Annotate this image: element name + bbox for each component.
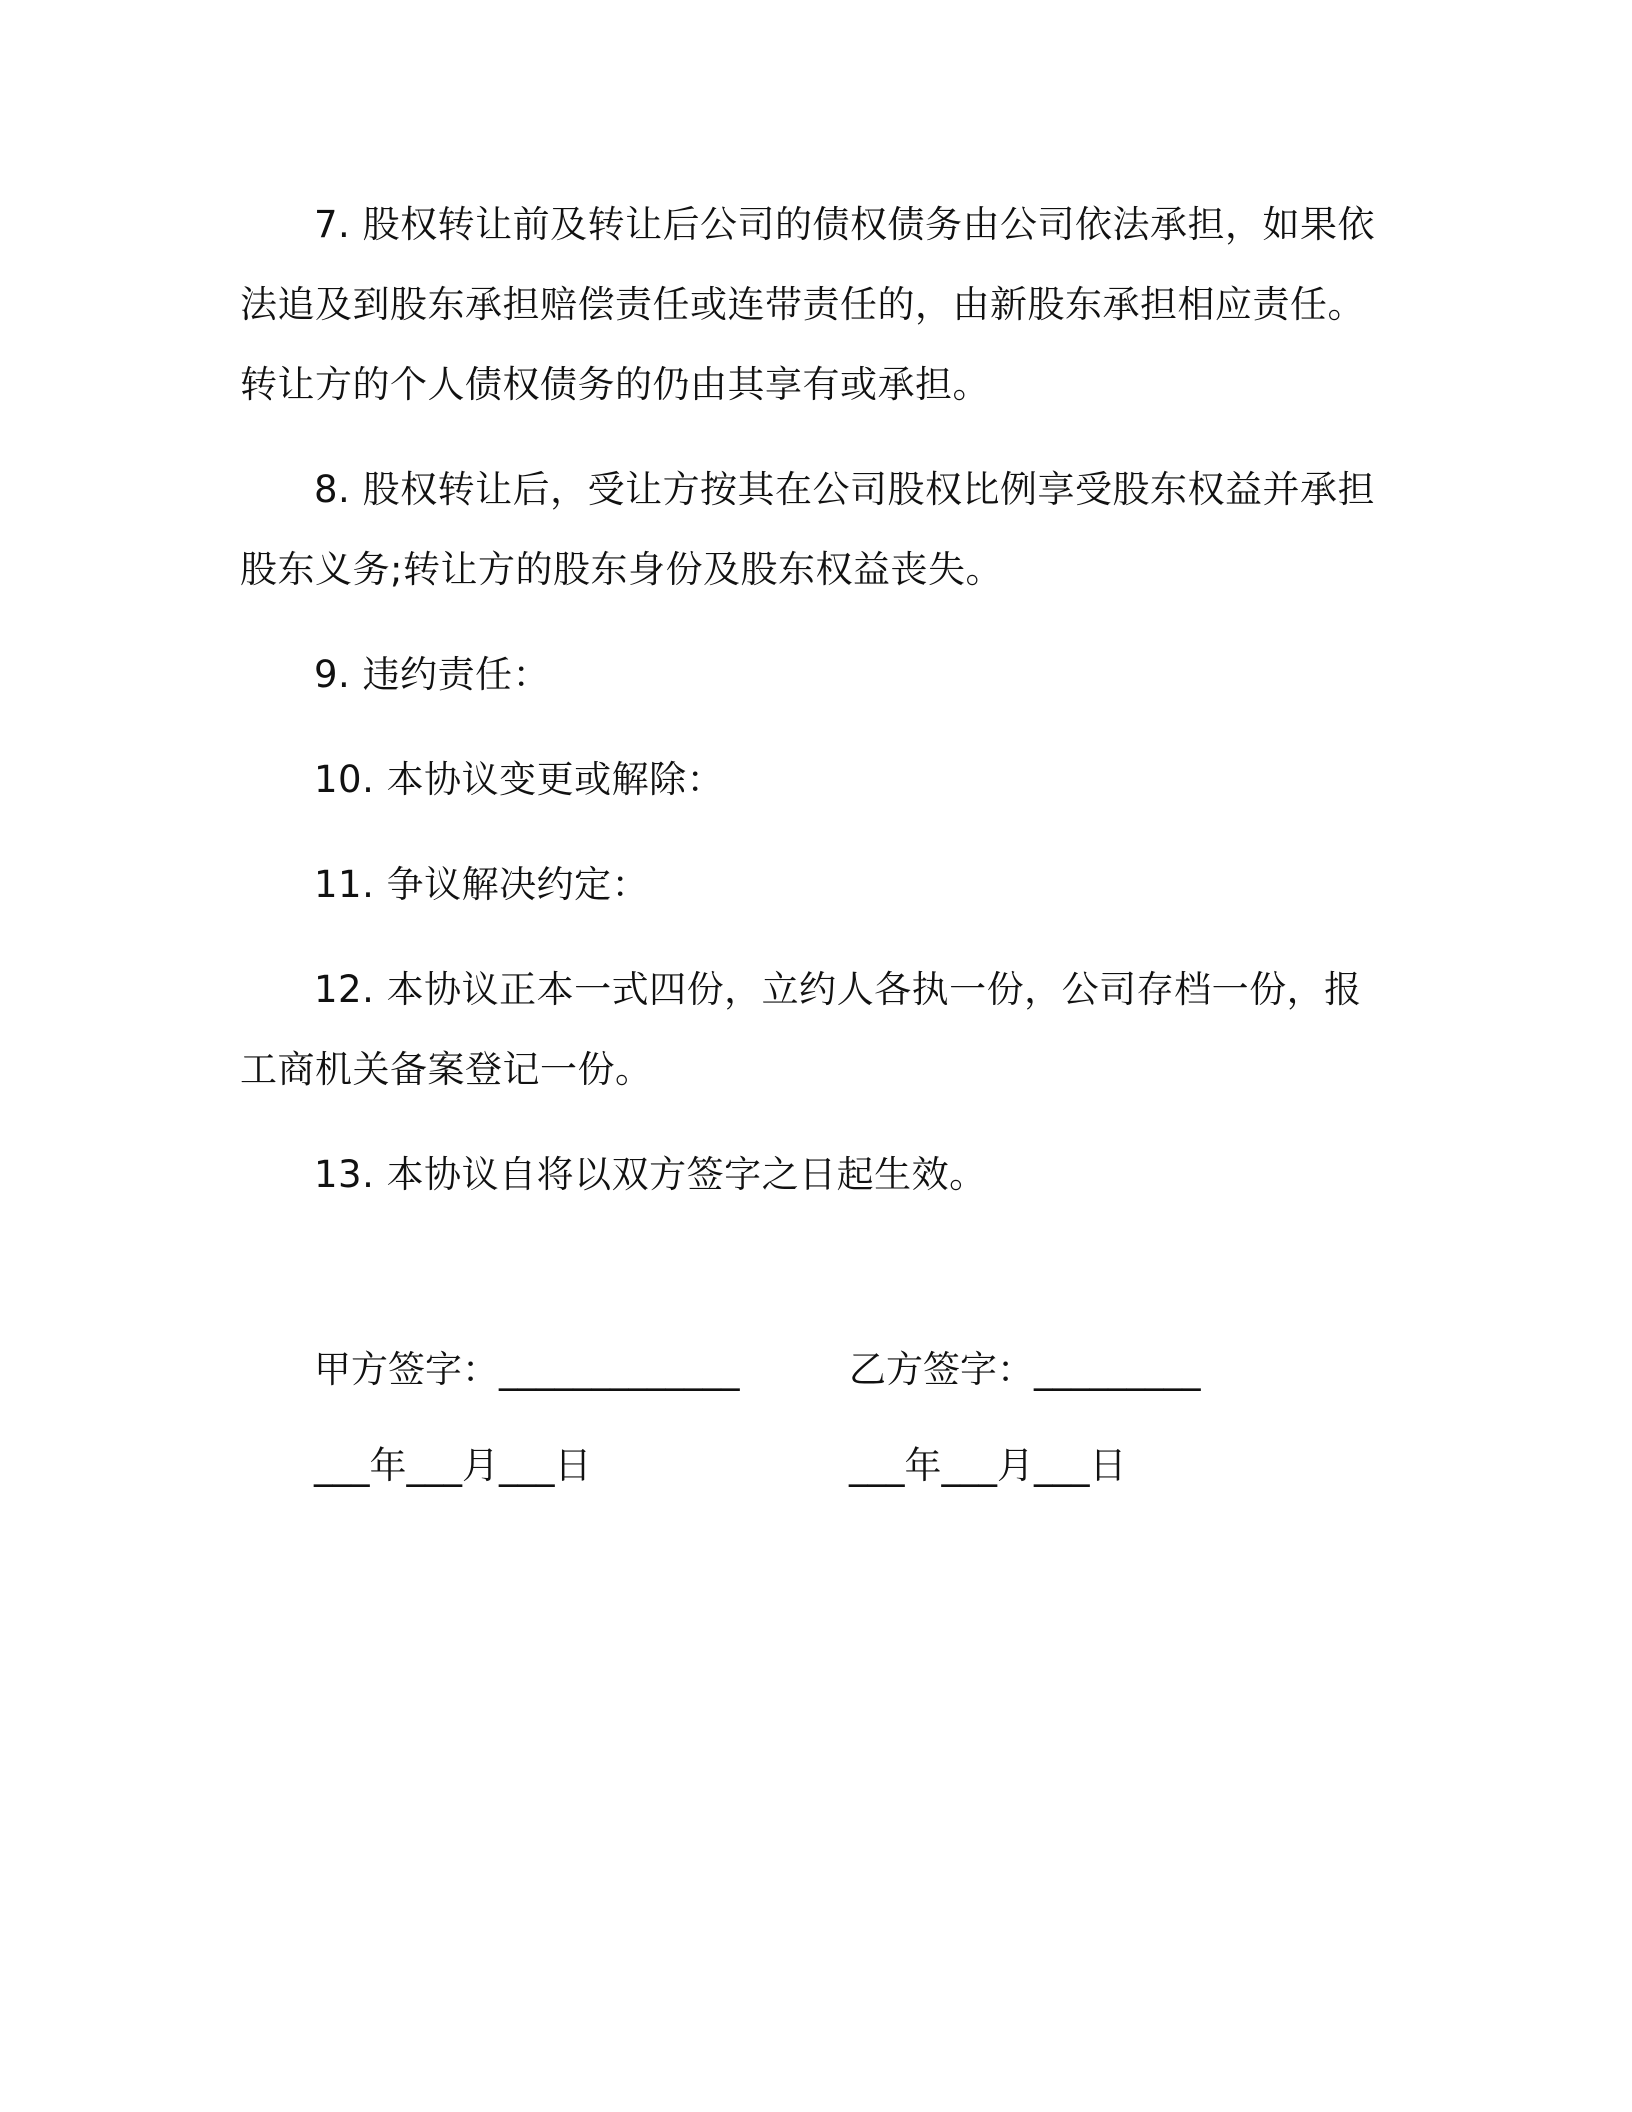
party-b-date: ___年___月___日 [849, 1444, 1127, 1487]
signature-block [314, 1318, 1314, 1510]
signature-row [314, 1318, 1314, 1414]
party-b-signature: 乙方签字：_________ [849, 1348, 1201, 1391]
clause-12: 12. 本协议正本一式四份，立约人各执一份，公司存档一份，报工商机关备案登记一份。 [240, 968, 1362, 1091]
clause-11: 11. 争议解决约定： [314, 863, 650, 906]
clause-9: 9. 违约责任： [314, 653, 551, 696]
date-row [314, 1414, 1314, 1510]
clauses [240, 185, 1380, 1240]
clause-8: 8. 股权转让后，受让方按其在公司股权比例享受股东权益并承担股东义务;转让方的股东身份及股东权益丧失。 [240, 468, 1376, 591]
clause-10: 10. 本协议变更或解除： [314, 758, 725, 801]
party-a-signature: 甲方签字：_____________ [314, 1348, 740, 1391]
party-a-date: ___年___月___日 [314, 1444, 592, 1487]
clause-7: 7. 股权转让前及转让后公司的债权债务由公司依法承担，如果依法追及到股东承担赔偿责任或连带责任的，由新股东承担相应责任。转让方的个人债权债务的仍由其享有或承担。 [240, 203, 1376, 406]
clause-13: 13. 本协议自将以双方签字之日起生效。 [314, 1153, 987, 1196]
